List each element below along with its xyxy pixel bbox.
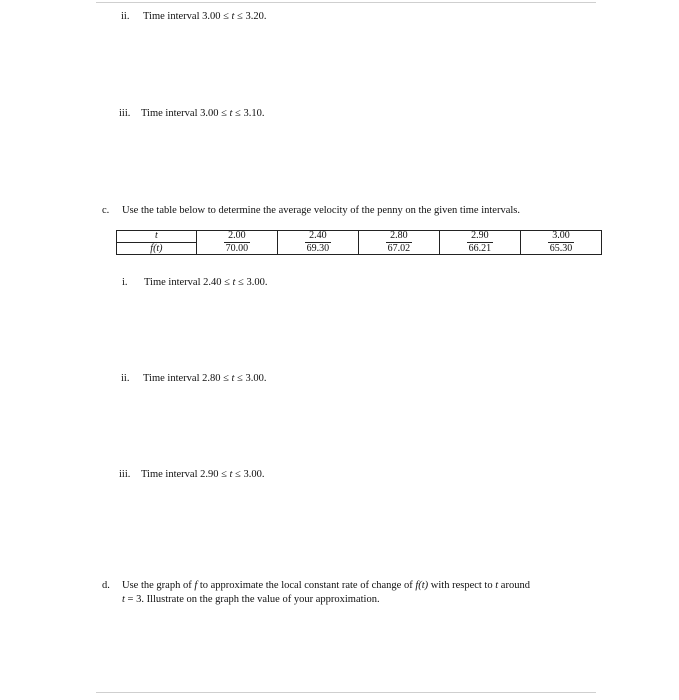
part-d-line-1 — [122, 579, 530, 592]
interval-high: 3.00. — [246, 277, 268, 288]
bottom-divider — [96, 692, 596, 693]
part-b-item-iii: iii. Time interval 3.00 ≤ t ≤ 3.10. — [119, 108, 265, 119]
text-fragment: Use the graph of — [122, 580, 195, 591]
t-value: 2.90 — [471, 230, 489, 241]
f-value: 67.02 — [387, 243, 411, 254]
table-cell — [358, 231, 439, 255]
item-prefix: Time interval — [141, 108, 201, 119]
f-value: 65.30 — [549, 243, 573, 254]
interval-low: 3.00 — [202, 11, 221, 22]
text-fragment: with respect to — [428, 580, 496, 591]
item-number: iii. — [119, 108, 131, 119]
item-prefix: Time interval — [144, 277, 204, 288]
item-number: ii. — [121, 11, 130, 22]
t-value: 3.00 — [552, 230, 570, 241]
part-b-item-ii: ii. Time interval 3.00 ≤ t ≤ 3.20. — [121, 11, 267, 22]
function-symbol: f — [194, 580, 198, 591]
table-cell — [520, 231, 601, 255]
t-header: t — [155, 230, 158, 241]
t-value: 2.00 — [228, 230, 246, 241]
f-header: f(t) — [150, 243, 163, 254]
velocity-table — [116, 230, 602, 255]
interval-high: 3.20. — [245, 11, 267, 22]
item-prefix: Time interval — [143, 373, 203, 384]
part-c-item-i: i. Time interval 2.40 ≤ t ≤ 3.00. — [122, 277, 268, 288]
item-number: ii. — [121, 373, 130, 384]
text-fragment: around — [498, 580, 530, 591]
text-fragment: to approximate the local constant rate of change of — [197, 580, 416, 591]
interval-low: 2.80 — [202, 373, 221, 384]
interval-low: 3.00 — [200, 108, 219, 119]
variable-symbol: t — [122, 594, 125, 605]
part-c-label: c. — [102, 205, 110, 216]
table-cell — [439, 231, 520, 255]
f-value: 66.21 — [468, 243, 492, 254]
item-prefix: Time interval — [141, 469, 201, 480]
f-value: 70.00 — [225, 243, 249, 254]
interval-high: 3.00. — [243, 469, 265, 480]
part-c-item-ii: ii. Time interval 2.80 ≤ t ≤ 3.00. — [121, 373, 267, 384]
table-cell — [196, 231, 277, 255]
t-value: 2.40 — [309, 230, 327, 241]
f-value: 69.30 — [306, 243, 330, 254]
part-c-instruction: Use the table below to determine the average velocity of the penny on the given time intervals. — [122, 205, 520, 216]
part-d-line-2 — [122, 593, 380, 606]
table-header-cell — [117, 231, 197, 255]
function-expression: f(t) — [415, 580, 429, 591]
interval-variable: t — [231, 11, 235, 22]
variable-symbol: t — [495, 580, 499, 591]
interval-variable: t — [229, 108, 233, 119]
interval-variable: t — [232, 277, 236, 288]
interval-low: 2.90 — [200, 469, 219, 480]
table-row — [117, 231, 602, 255]
table-cell — [277, 231, 358, 255]
item-number: iii. — [119, 469, 131, 480]
interval-variable: t — [231, 373, 235, 384]
item-prefix: Time interval — [143, 11, 203, 22]
interval-low: 2.40 — [203, 277, 222, 288]
part-c-item-iii: iii. Time interval 2.90 ≤ t ≤ 3.00. — [119, 469, 265, 480]
top-divider — [96, 2, 596, 3]
part-d-label: d. — [102, 580, 110, 591]
interval-high: 3.10. — [243, 108, 265, 119]
item-number: i. — [122, 277, 128, 288]
interval-high: 3.00. — [245, 373, 267, 384]
t-value: 2.80 — [390, 230, 408, 241]
interval-variable: t — [229, 469, 233, 480]
text-fragment: = 3. Illustrate on the graph the value of your approximation. — [124, 594, 380, 605]
